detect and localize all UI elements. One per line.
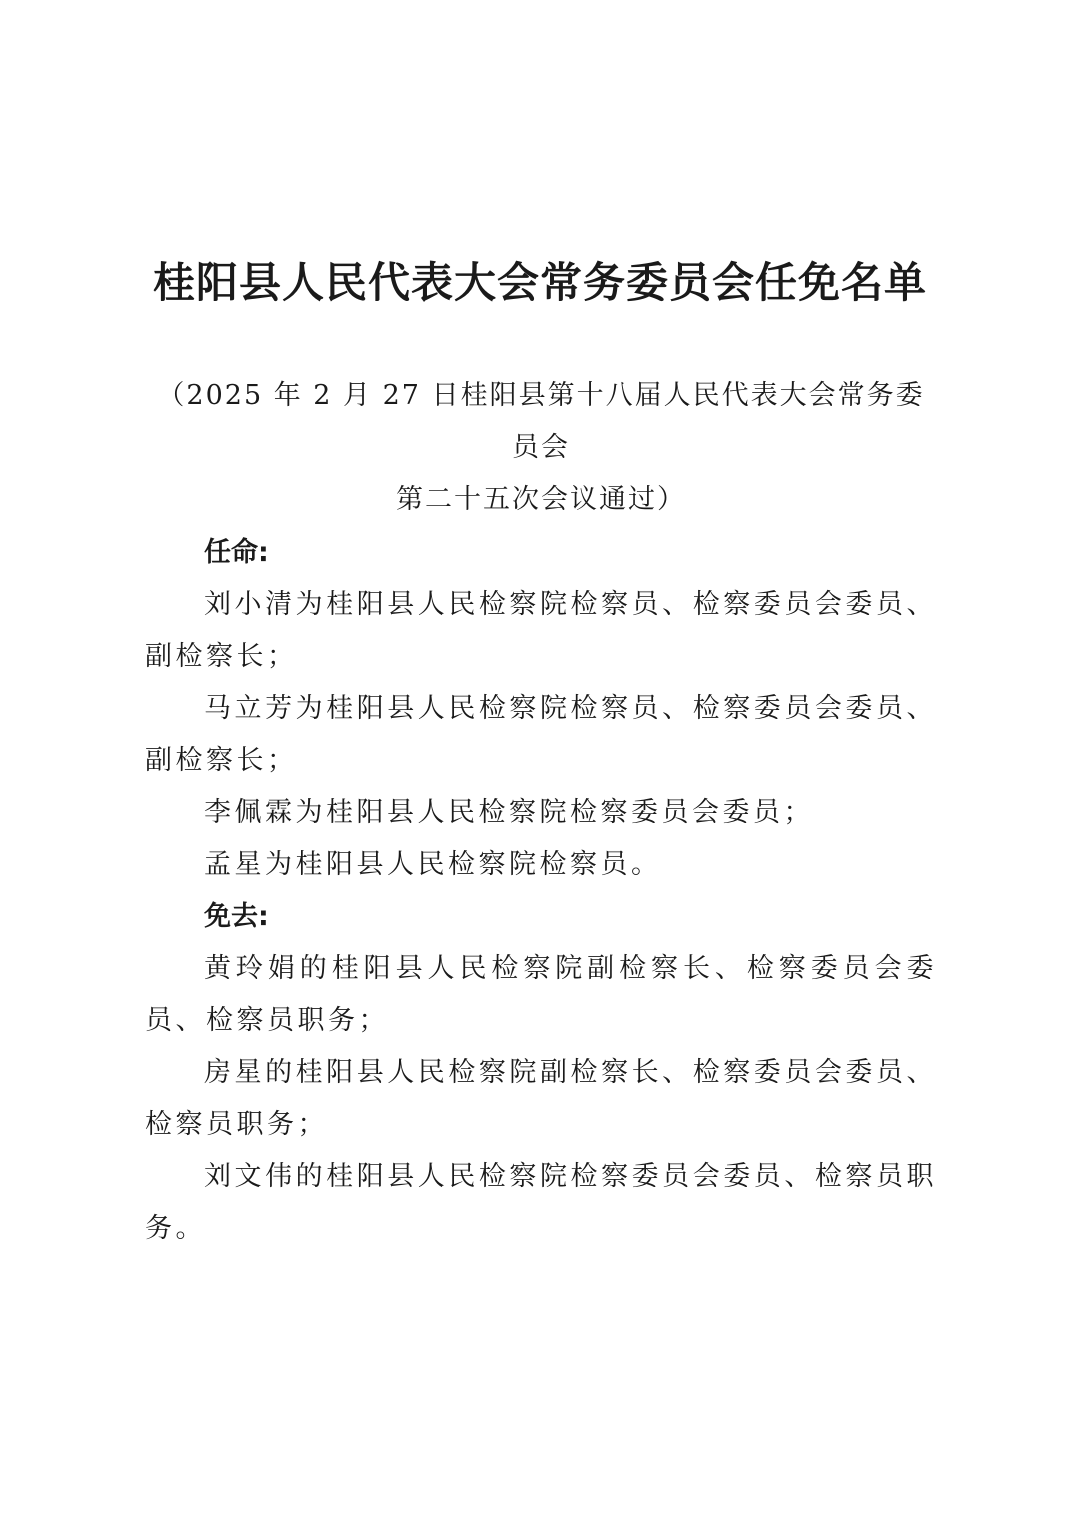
dismissal-item: 黄玲娟的桂阳县人民检察院副检察长、检察委员会委员、检察员职务； (145, 953, 937, 1036)
meeting-note (145, 370, 937, 526)
document-body (145, 527, 937, 1255)
appointment-item: 李佩霖为桂阳县人民检察院检察委员会委员； (204, 797, 814, 828)
document-title: 桂阳县人民代表大会常务委员会任免名单 (152, 258, 927, 307)
meeting-note-line-1: （2025 年 2 月 27 日桂阳县第十八届人民代表大会常务委员会 (157, 380, 925, 463)
appointment-item: 马立芳为桂阳县人民检察院检察员、检察委员会委员、副检察长； (145, 693, 937, 776)
appoint-heading: 任命: (204, 537, 269, 568)
meeting-note-line-2: 第二十五次会议通过） (396, 484, 686, 515)
dismiss-heading: 免去: (204, 901, 269, 932)
appointment-item: 刘小清为桂阳县人民检察院检察员、检察委员会委员、副检察长； (145, 589, 937, 672)
appointment-item: 孟星为桂阳县人民检察院检察员。 (204, 849, 662, 880)
dismissal-item: 刘文伟的桂阳县人民检察院检察委员会委员、检察员职务。 (145, 1161, 937, 1244)
dismissal-item: 房星的桂阳县人民检察院副检察长、检察委员会委员、检察员职务； (145, 1057, 937, 1140)
